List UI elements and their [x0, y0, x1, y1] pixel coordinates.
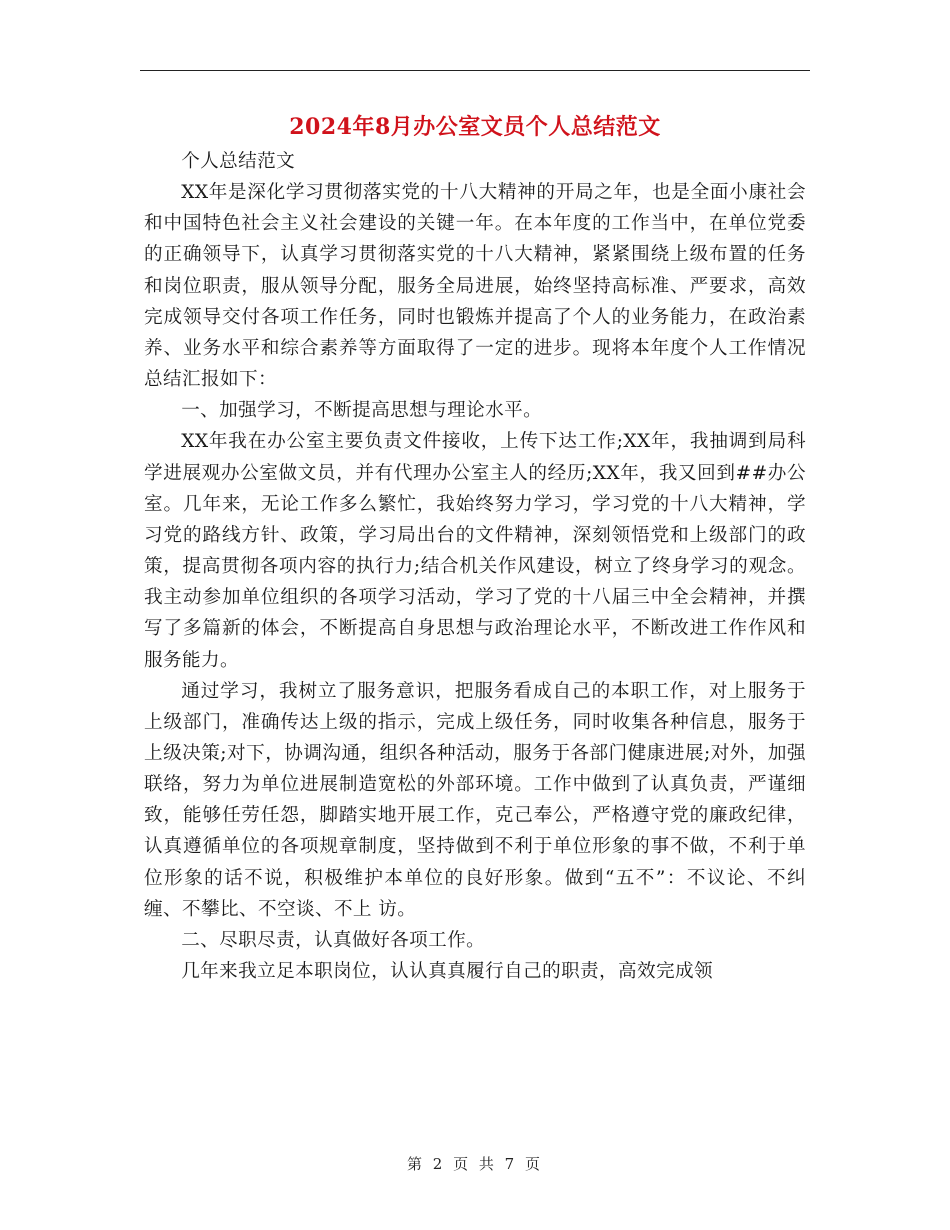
section-heading-1: 一、加强学习，不断提高思想与理论水平。 [181, 400, 543, 422]
document-title: 2024年8月办公室文员个人总结范文 [289, 114, 661, 140]
paragraph-duties: 几年来我立足本职岗位，认认真真履行自己的职责，高效完成领 [181, 961, 714, 983]
header-rule [140, 70, 810, 71]
paragraph-intro: XX年是深化学习贯彻落实党的十八大精神的开局之年，也是全面小康社会和中国特色社会主义社会建设的关键一年。在本年度的工作当中，在单位党委的正确领导下，认真学习贯彻落实党的十八大精神，紧紧围绕上级布置的任务和岗位职责，服从领导分配，服务全局进展，始终坚持高标准、严要求，高效完成领导交付各项工作任务，同时也锻炼并提高了个人的业务能力，在政治素养、业务水平和综合素养等方面取得了一定的进步。现将本年度个人工作情况总结汇报如下： [144, 182, 806, 391]
document-body [144, 146, 806, 987]
paragraph-subtitle: 个人总结范文 [181, 151, 296, 172]
paragraph-study-history: XX年我在办公室主要负责文件接收，上传下达工作;XX年，我抽调到局科学进展观办公室做文员，并有代理办公室主人的经历;XX年，我又回到##办公室。几年来，无论工作多么繁忙，我始终努力学习，学习党的十八大精神，学习党的路线方针、政策，学习局出台的文件精神，深刻领悟党和上级部门的政策，提高贯彻各项内容的执行力;结合机关作风建设，树立了终身学习的观念。我主动参加单位组织的各项学习活动，学习了党的十八届三中全会精神，并撰写了多篇新的体会，不断提高自身思想与政治理论水平，不断改进工作作风和服务能力。 [144, 431, 806, 671]
page-number: 第 2 页 共 7 页 [407, 1155, 543, 1173]
paragraph-service-awareness: 通过学习，我树立了服务意识，把服务看成自己的本职工作，对上服务于上级部门，准确传达上级的指示，完成上级任务，同时收集各种信息，服务于上级决策;对下，协调沟通，组织各种活动，服务于各部门健康进展;对外，加强联络，努力为单位进展制造宽松的外部环境。工作中做到了认真负责，严谨细致，能够任劳任怨，脚踏实地开展工作，克己奉公，严格遵守党的廉政纪律，认真遵循单位的各项规章制度，坚持做到不利于单位形象的事不做，不利于单位形象的话不说，积极维护本单位的良好形象。做到“五不”：不议论、不纠缠、不攀比、不空谈、不上 访。 [144, 680, 806, 920]
section-heading-2: 二、尽职尽责，认真做好各项工作。 [181, 929, 486, 951]
